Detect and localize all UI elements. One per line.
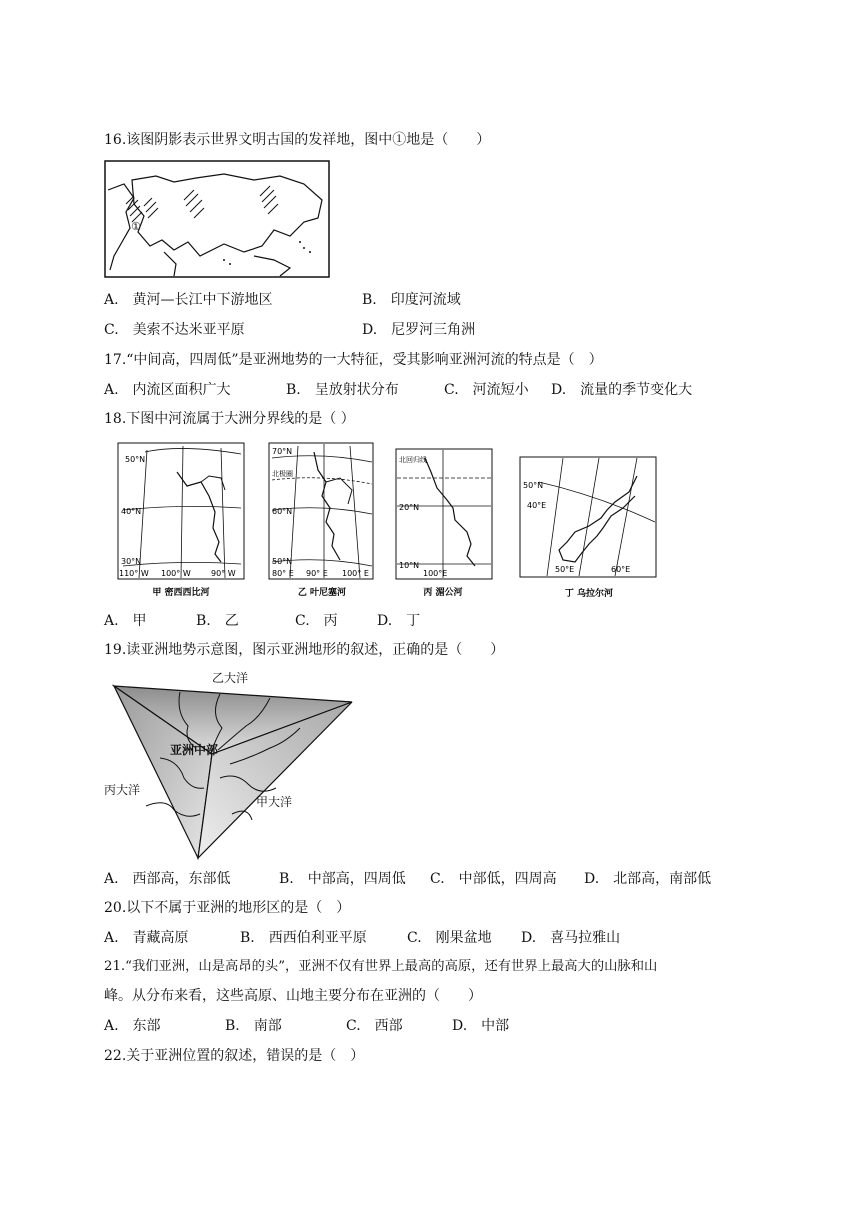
q19-asia-terrain-diagram — [100, 668, 360, 868]
q16-option-d[interactable]: D. 尼罗河三角洲 — [362, 322, 476, 338]
q20-option-d[interactable]: D. 喜马拉雅山 — [521, 930, 621, 946]
q19-label-bing-ocean: 丙大洋 — [104, 783, 141, 797]
q18-bing-label-1: 20°N — [399, 503, 420, 512]
q18-yi-caption: 乙 叶尼塞河 — [297, 588, 347, 598]
q17-option-c[interactable]: C. 河流短小 — [444, 382, 529, 398]
q16-option-b[interactable]: B. 印度河流域 — [362, 292, 461, 308]
q20-option-c[interactable]: C. 刚果盆地 — [407, 930, 492, 946]
q18-yi-label-0: 70°N — [272, 447, 293, 456]
q19-stem: 19.读亚洲地势示意图，图示亚洲地形的叙述，正确的是（ ） — [104, 642, 505, 658]
q18-ding-label-3: 60°E — [611, 565, 631, 574]
q19-option-b[interactable]: B. 中部高，四周低 — [279, 871, 406, 887]
q18-jia-label-1: 40°N — [121, 507, 142, 516]
q18-jia-label-5: 90° W — [211, 569, 236, 578]
q18-map-ding — [519, 456, 659, 604]
q18-jia-caption: 甲 密西西比河 — [152, 588, 210, 598]
q18-ding-label-2: 50°E — [555, 565, 575, 574]
q18-yi-label-1: 北极圈 — [272, 470, 293, 478]
q19-option-d[interactable]: D. 北部高，南部低 — [584, 871, 712, 887]
q21-option-b[interactable]: B. 南部 — [225, 1018, 282, 1034]
q18-bing-label-3: 100°E — [423, 569, 448, 578]
q18-map-bing — [395, 448, 495, 604]
q19-label-yi-ocean: 乙大洋 — [212, 671, 249, 685]
q18-jia-label-3: 110° W — [119, 569, 149, 578]
q18-yi-label-6: 100° E — [342, 569, 369, 578]
q19-option-a[interactable]: A. 西部高，东部低 — [104, 871, 231, 887]
q17-option-b[interactable]: B. 呈放射状分布 — [286, 382, 399, 398]
q18-bing-label-0: 北回归线 — [399, 456, 427, 464]
q19-option-c[interactable]: C. 中部低，四周高 — [430, 871, 557, 887]
q17-stem: 17.“中间高，四周低”是亚洲地势的一大特征，受其影响亚洲河流的特点是（ ） — [104, 352, 603, 368]
q18-yi-label-4: 80° E — [272, 569, 294, 578]
q18-stem: 18.下图中河流属于大洲分界线的是（ ） — [104, 411, 355, 427]
q18-map-jia — [117, 442, 245, 604]
q18-yi-label-3: 50°N — [272, 557, 293, 566]
q16-option-a[interactable]: A. 黄河—长江中下游地区 — [104, 292, 273, 308]
q18-yi-label-5: 90° E — [306, 569, 328, 578]
q17-option-d[interactable]: D. 流量的季节变化大 — [551, 382, 693, 398]
q18-bing-caption: 丙 湄公河 — [423, 588, 463, 598]
q19-label-jia-ocean: 甲大洋 — [256, 795, 293, 809]
q20-option-b[interactable]: B. 西西伯利亚平原 — [240, 930, 367, 946]
q20-option-a[interactable]: A. 青藏高原 — [104, 930, 189, 946]
q21-option-d[interactable]: D. 中部 — [452, 1018, 510, 1034]
q17-option-a[interactable]: A. 内流区面积广大 — [104, 382, 231, 398]
q18-bing-label-2: 10°N — [399, 561, 420, 570]
q22-stem: 22.关于亚洲位置的叙述，错误的是（ ） — [104, 1048, 365, 1064]
q18-option-b[interactable]: B. 乙 — [196, 613, 239, 629]
q21-stem-line2: 峰。从分布来看，这些高原、山地主要分布在亚洲的（ ） — [104, 988, 482, 1004]
q18-ding-label-1: 40°E — [527, 501, 547, 510]
q18-option-d[interactable]: D. 丁 — [377, 613, 421, 629]
q18-option-c[interactable]: C. 丙 — [295, 613, 338, 629]
q18-map-yi — [268, 442, 376, 604]
q18-jia-label-4: 100° W — [161, 569, 191, 578]
q18-yi-label-2: 60°N — [272, 507, 293, 516]
q21-option-c[interactable]: C. 西部 — [346, 1018, 403, 1034]
q16-world-map — [104, 160, 330, 282]
q20-stem: 20.以下不属于亚洲的地形区的是（ ） — [104, 900, 351, 916]
q18-ding-label-0: 50°N — [523, 481, 544, 490]
q18-jia-label-0: 50°N — [125, 455, 146, 464]
q21-stem-line1: 21.“我们亚洲，山是高昂的头”，亚洲不仅有世界上最高的高原，还有世界上最高大的山脉和山 — [104, 959, 658, 974]
q21-option-a[interactable]: A. 东部 — [104, 1018, 161, 1034]
q18-jia-label-2: 30°N — [121, 557, 142, 566]
q18-ding-caption: 丁 乌拉尔河 — [564, 589, 614, 599]
q16-option-c[interactable]: C. 美索不达米亚平原 — [104, 322, 245, 338]
q16-stem: 16.该图阴影表示世界文明古国的发祥地，图中①地是（ ） — [104, 132, 491, 148]
q19-label-asia-center: 亚洲中部 — [170, 743, 219, 757]
q16-marker-label: ① — [131, 220, 141, 233]
q18-option-a[interactable]: A. 甲 — [104, 613, 147, 629]
